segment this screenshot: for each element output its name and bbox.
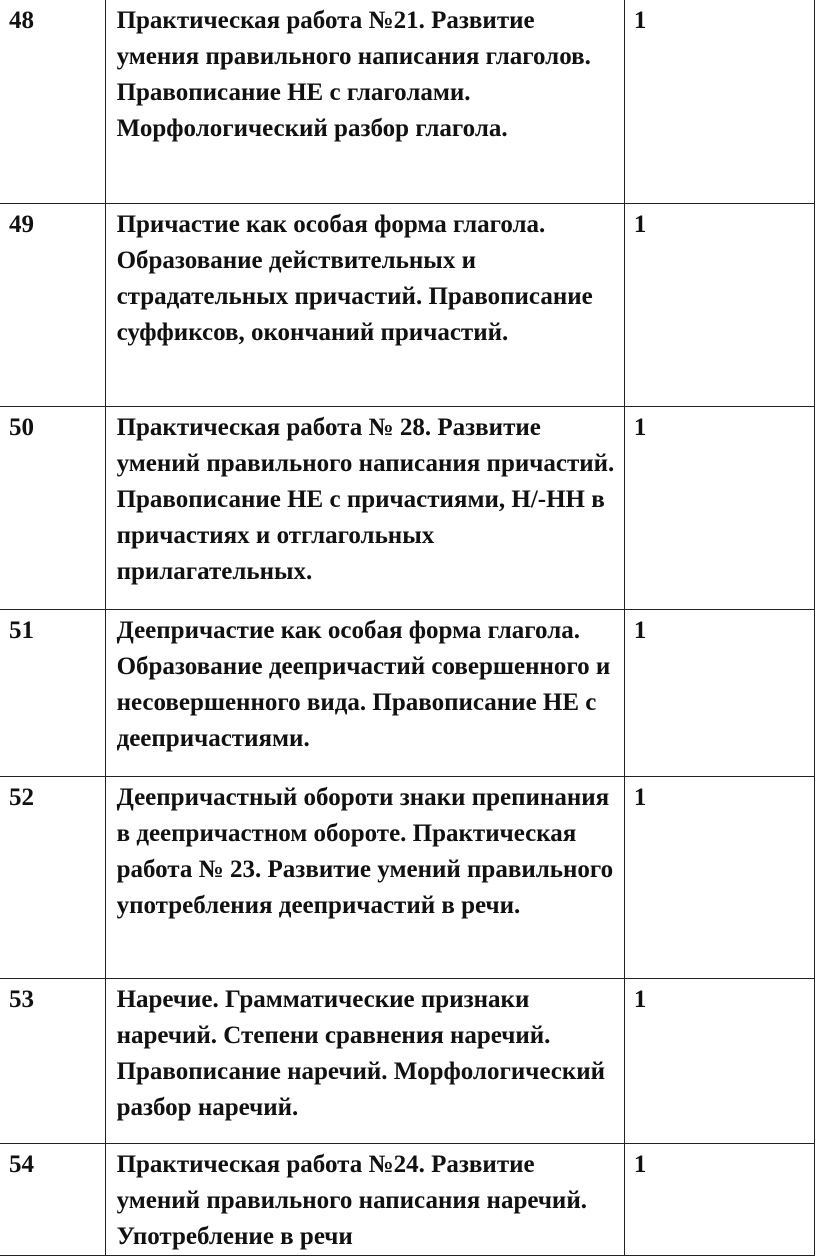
lesson-hours-cell: [624, 203, 814, 406]
lesson-topic-cell: [105, 203, 624, 406]
lesson-topic-cell: [105, 406, 624, 609]
lesson-topic-cell: [105, 776, 624, 978]
lesson-number-cell: [0, 406, 105, 609]
lesson-topic: Причастие как особая форма глагола. Образование действительных и страдательных причастий. Правописание суффиксов, окончаний причастий.: [116, 210, 593, 346]
table-row: [0, 406, 815, 609]
lesson-hours: 1: [633, 616, 647, 644]
lesson-number-cell: [0, 776, 105, 978]
lesson-topic-cell: [105, 978, 624, 1143]
lesson-topic: Наречие. Грамматические признаки наречий. Степени сравнения наречий. Правописание наречий. Морфологический разбор наречий.: [116, 985, 606, 1121]
table-row: [0, 203, 815, 406]
lesson-number-cell: [0, 609, 105, 776]
lesson-number: 49: [9, 210, 34, 238]
lesson-topic: Практическая работа № 28. Развитие умений правильного написания причастий. Правописание НЕ с причастиями, Н/-НН в причастиях и отглагольных прилагательных.: [116, 413, 615, 585]
lesson-hours-cell: [624, 609, 814, 776]
lesson-hours: 1: [633, 985, 647, 1013]
table-row: [0, 776, 815, 978]
lesson-number-cell: [0, 203, 105, 406]
table-row: [0, 0, 815, 203]
lesson-hours: 1: [633, 1150, 647, 1178]
lesson-topic: Деепричастный обороти знаки препинания в деепричастном обороте. Практическая работа № 23. Развитие умений правильного употребления деепричастий в речи.: [116, 783, 614, 919]
lesson-number: 48: [9, 7, 34, 34]
lesson-number: 50: [9, 413, 34, 441]
lesson-hours-cell: [624, 406, 814, 609]
table-row: [0, 1143, 815, 1255]
lesson-hours: 1: [633, 413, 647, 441]
lesson-number-cell: [0, 978, 105, 1143]
lesson-topic: Практическая работа №24. Развитие умений правильного написания наречий. Употребление в речи: [116, 1150, 587, 1250]
table-row: [0, 609, 815, 776]
lesson-hours: 1: [633, 7, 647, 34]
lesson-number: 54: [9, 1150, 34, 1178]
table-row: [0, 978, 815, 1143]
lesson-hours-cell: [624, 0, 814, 203]
lesson-topic-cell: [105, 1143, 624, 1255]
lesson-number: 51: [9, 616, 34, 644]
lesson-number: 53: [9, 985, 34, 1013]
lesson-number-cell: [0, 0, 105, 203]
lesson-hours: 1: [633, 210, 647, 238]
lesson-hours: 1: [633, 783, 647, 811]
lesson-topic-cell: [105, 0, 624, 203]
lesson-hours-cell: [624, 1143, 814, 1255]
lesson-number-cell: [0, 1143, 105, 1255]
lesson-hours-cell: [624, 776, 814, 978]
lesson-topic: Практическая работа №21. Развитие умения правильного написания глаголов. Правописание НЕ с глаголами. Морфологический разбор глагола.: [116, 7, 591, 142]
lesson-topic-cell: [105, 609, 624, 776]
lesson-topic: Деепричастие как особая форма глагола. Образование деепричастий совершенного и несовершенного вида. Правописание НЕ с деепричастиями.: [116, 616, 611, 752]
lesson-hours-cell: [624, 978, 814, 1143]
lesson-number: 52: [9, 783, 34, 811]
